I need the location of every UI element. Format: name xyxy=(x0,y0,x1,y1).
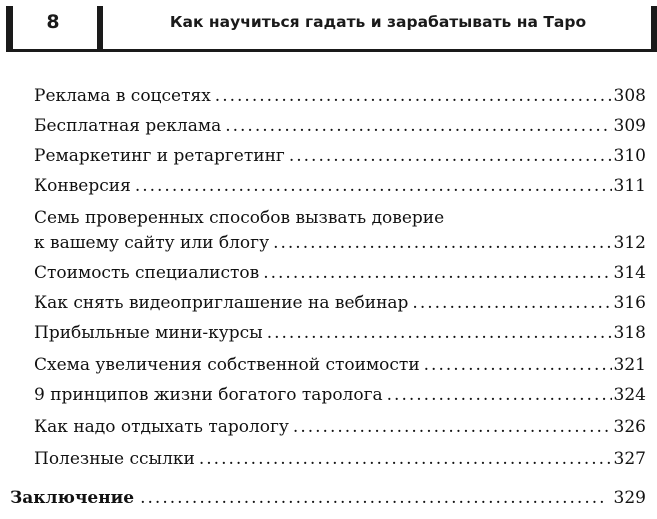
toc-entry[interactable] xyxy=(34,321,646,346)
toc-entry-page: 311 xyxy=(613,176,646,196)
toc-entry-title: Ремаркетинг и ретаргетинг xyxy=(34,146,285,166)
toc-entry[interactable] xyxy=(34,415,646,440)
toc-entry-title: 9 принципов жизни богатого таролога xyxy=(34,385,383,405)
toc-entry-title: Стоимость специалистов xyxy=(34,263,260,283)
toc-entry[interactable] xyxy=(34,383,646,408)
toc-entry-title: Как надо отдыхать тарологу xyxy=(34,417,289,437)
header-divider-rule xyxy=(97,6,103,52)
toc-leader-dots xyxy=(387,383,612,408)
toc-entry[interactable] xyxy=(34,206,646,256)
toc-entry[interactable] xyxy=(34,447,646,472)
toc-entry-page: 324 xyxy=(613,385,646,405)
toc-leader-dots xyxy=(424,353,612,378)
toc-entry-page: 321 xyxy=(613,355,646,375)
toc-leader-dots xyxy=(273,231,611,256)
header-bottom-rule xyxy=(6,49,657,52)
toc-entry-page: 310 xyxy=(613,146,646,166)
toc-leader-dots xyxy=(215,84,612,109)
running-title: Как научиться гадать и зарабатывать на Таро xyxy=(169,13,587,31)
page-number: 8 xyxy=(46,11,60,33)
toc-entry-title-line1: Семь проверенных способов вызвать доверие xyxy=(34,208,445,228)
toc-entry[interactable] xyxy=(34,174,646,199)
toc-entry[interactable] xyxy=(34,144,646,169)
toc-entry-page: 314 xyxy=(613,263,646,283)
header-right-rule xyxy=(651,6,657,52)
toc-entry-title: Прибыльные мини-курсы xyxy=(34,323,263,343)
toc-entry-page: 327 xyxy=(613,449,646,469)
toc-entry-page: 312 xyxy=(613,233,646,253)
toc-entry[interactable] xyxy=(34,291,646,316)
toc-entry-page: 318 xyxy=(613,323,646,343)
toc-leader-dots xyxy=(225,114,611,139)
toc-entry-page: 308 xyxy=(613,86,646,106)
toc-entry-title: Бесплатная реклама xyxy=(34,116,222,136)
toc-entry-title: Схема увеличения собственной стоимости xyxy=(34,355,420,375)
toc-entry-page: 326 xyxy=(613,417,646,437)
running-header xyxy=(0,0,657,60)
toc-entry[interactable] xyxy=(34,261,646,286)
toc-leader-dots xyxy=(199,447,612,472)
toc-entry[interactable] xyxy=(34,353,646,378)
header-left-rule xyxy=(6,6,13,52)
toc-leader-dots xyxy=(140,486,607,511)
toc-chapter-page: 329 xyxy=(613,488,646,508)
toc-leader-dots xyxy=(412,291,611,316)
toc-entry-page: 309 xyxy=(613,116,646,136)
toc-entry-title: к вашему сайту или блогу xyxy=(34,233,270,253)
toc-leader-dots xyxy=(135,174,612,199)
toc-entry-title: Конверсия xyxy=(34,176,131,196)
toc-leader-dots xyxy=(267,321,612,346)
toc-chapter-title: Заключение xyxy=(10,488,135,508)
toc-entry[interactable] xyxy=(34,84,646,109)
toc-entry-title: Полезные ссылки xyxy=(34,449,195,469)
toc-chapter-entry[interactable] xyxy=(10,486,646,511)
toc-entry-title: Как снять видеоприглашение на вебинар xyxy=(34,293,409,313)
toc-entry-title: Реклама в соцсетях xyxy=(34,86,211,106)
toc-entry[interactable] xyxy=(34,114,646,139)
toc-leader-dots xyxy=(263,261,611,286)
toc-leader-dots xyxy=(289,144,612,169)
toc-leader-dots xyxy=(293,415,612,440)
toc-entry-page: 316 xyxy=(613,293,646,313)
